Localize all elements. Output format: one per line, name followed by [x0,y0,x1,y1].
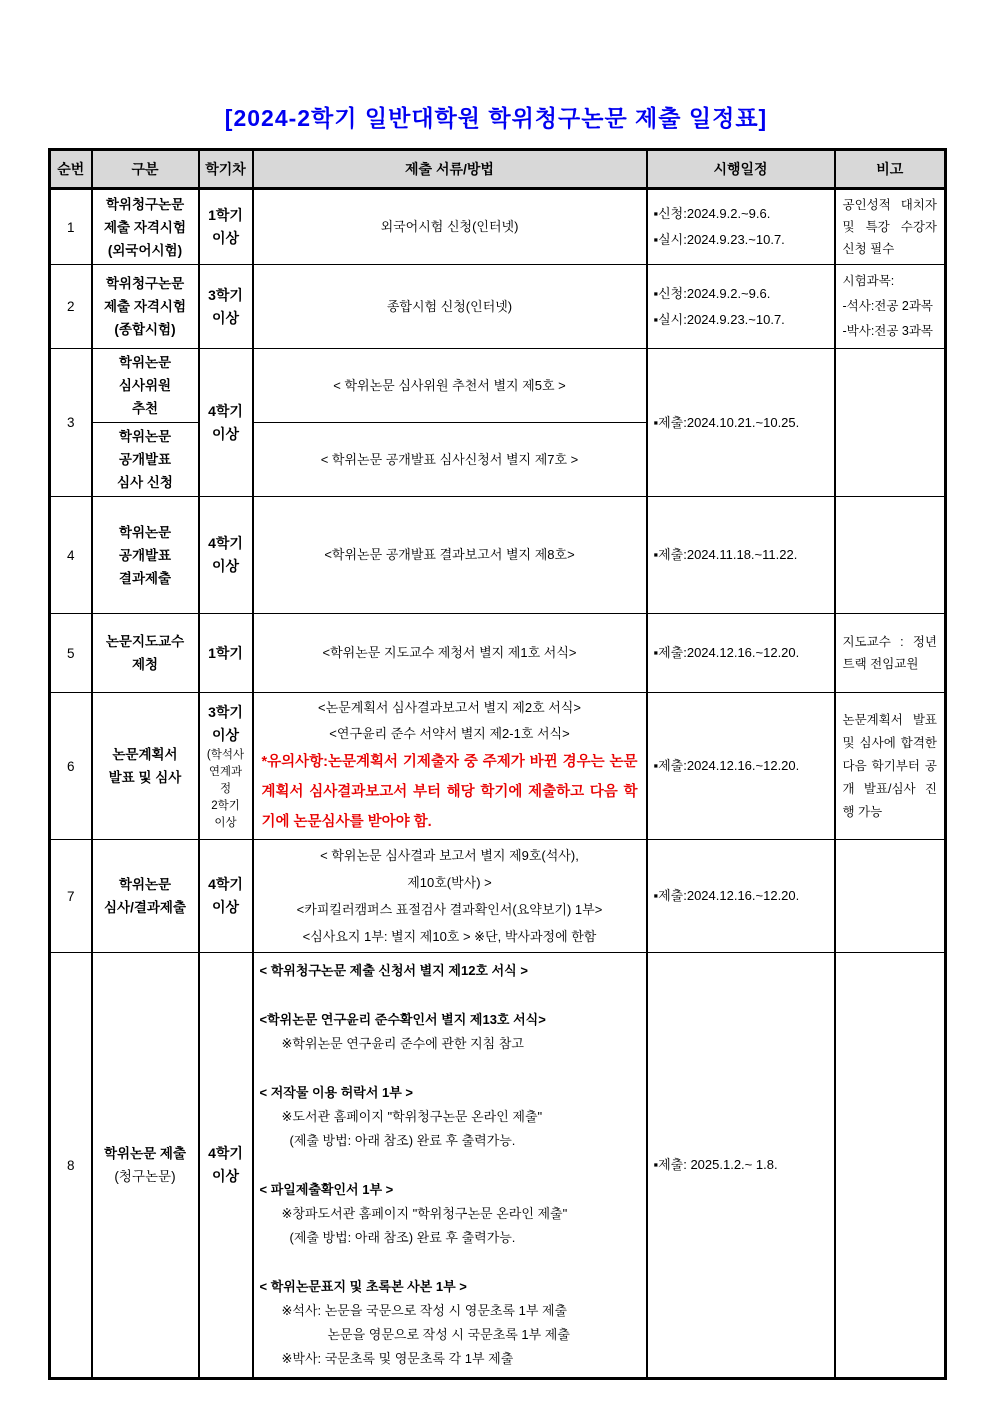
cell-category [92,423,199,497]
document-sub-line: ※창파도서관 홈페이지 "학위청구논문 온라인 제출" [281,1206,568,1221]
schedule-line: ▪제출:2024.10.21.~10.25. [653,414,800,430]
cell-no: 1 [50,189,92,265]
document-line: <학위논문 지도교수 제청서 별지 제1호 서식> [322,645,577,660]
cell-note [835,265,946,349]
table-row-5 [50,614,946,693]
col-header-note: 비고 [835,150,946,189]
table-row-2 [50,265,946,349]
category-line: 학위논문 [118,877,172,892]
semester-subline: 연계과정 [208,765,243,795]
semester-line: 4학기 [208,402,243,419]
schedule-table-wrap [48,148,947,1380]
schedule-line: ▪신청:2024.9.2.~9.6. [653,285,771,301]
document-head-line: < 파일제출확인서 1부 > [259,1182,394,1197]
cell-schedule [647,189,835,265]
table-row-6 [50,693,946,840]
table-row-1 [50,189,946,265]
cell-documents [253,423,647,497]
note-line: -석사:전공 2과목 [842,299,934,313]
cell-no: 6 [50,693,92,840]
document-head-line: < 저작물 이용 허락서 1부 > [259,1085,413,1100]
cell-note [835,840,946,953]
note-text: 지도교수 : 정년 트랙 전임교원 [842,635,937,671]
document-line: 제10호(박사) > [407,875,492,890]
document-sub-line: ※박사: 국문초록 및 영문초록 각 1부 제출 [281,1351,514,1366]
table-row-8 [50,953,946,1379]
cell-category [92,693,199,840]
semester-line: 1학기 [208,644,243,661]
cell-schedule [647,953,835,1379]
note-line: 시험과목: [842,274,895,288]
schedule-line: ▪제출:2024.12.16.~12.20. [653,888,800,903]
col-header-schedule: 시행일정 [647,150,835,189]
category-line: 학위논문 [118,524,172,540]
category-line: 발표 및 심사 [108,770,182,785]
category-line: (종합시험) [114,322,176,337]
cell-note [835,693,946,840]
document-line: <논문계획서 심사결과보고서 별지 제2호 서식> [318,700,581,715]
cell-category [92,189,199,265]
semester-line: 3학기 [208,286,243,303]
category-line: 결과제출 [118,570,172,586]
cell-note [835,189,946,265]
semester-subline: 이상 [214,816,237,829]
cell-no: 5 [50,614,92,693]
category-line: 학위청구논문 [105,196,185,212]
cell-category [92,497,199,614]
cell-schedule [647,265,835,349]
semester-line: 이상 [211,1168,240,1184]
table-row-3a [50,349,946,423]
semester-line: 1학기 [208,207,243,223]
cell-semester [199,349,253,497]
category-line: 논문지도교수 [105,634,185,649]
cell-semester [199,953,253,1379]
document-sub-line: ※학위논문 연구윤리 준수에 관한 지침 참고 [281,1036,524,1051]
semester-line: 3학기 [208,703,243,720]
semester-line: 4학기 [208,535,243,551]
category-line: 학위논문 [118,355,172,370]
header-row [50,150,946,189]
category-line: 심사 신청 [117,475,173,490]
category-line: 공개발표 [118,547,172,563]
document-group [260,1081,640,1153]
document-head-line: < 학위논문표지 및 초록본 사본 1부 > [259,1279,467,1294]
cell-category [92,840,199,953]
schedule-line: ▪신청:2024.9.2.~9.6. [653,206,771,221]
document-line: <학위논문 공개발표 결과보고서 별지 제8호> [324,547,575,562]
category-line: 논문계획서 [112,747,178,762]
document-sub-line: 논문을 영문으로 작성 시 국문초록 1부 제출 [327,1327,570,1342]
category-line: 심사위원 [118,378,172,393]
category-line: (외국어시험) [107,242,183,258]
category-line: 공개발표 [118,452,172,467]
cell-schedule [647,497,835,614]
document-sub-line: (제출 방법: 아래 참조) 완료 후 출력가능. [289,1230,516,1245]
semester-line: 이상 [211,309,240,326]
cell-no: 8 [50,953,92,1379]
cell-schedule [647,840,835,953]
cell-documents [253,693,647,840]
document-head-line: < 학위청구논문 제출 신청서 별지 제12호 서식 > [259,963,528,978]
cell-semester [199,614,253,693]
cell-note [835,614,946,693]
document-line: 외국어시험 신청(인터넷) [380,219,519,234]
col-header-semester: 학기차 [199,150,253,189]
cell-documents [253,265,647,349]
document-sub-line: (제출 방법: 아래 참조) 완료 후 출력가능. [289,1133,516,1148]
note-text: 공인성적 대치자 및 특강 수강자 신청 필수 [842,198,937,256]
cell-semester [199,840,253,953]
cell-category [92,265,199,349]
cell-note [835,953,946,1379]
document-line: < 학위논문 심사결과 보고서 별지 제9호(석사), [320,848,579,863]
schedule-line: ▪제출:2024.12.16.~12.20. [653,758,800,773]
semester-line: 4학기 [208,1145,243,1161]
table-row-4 [50,497,946,614]
schedule-line: ▪제출:2024.12.16.~12.20. [653,645,800,660]
document-head-line: <학위논문 연구윤리 준수확인서 별지 제13호 서식> [259,1012,546,1027]
document-line: <심사요지 1부: 별지 제10호 > ※단, 박사과정에 한함 [302,929,597,944]
document-line: < 학위논문 공개발표 심사신청서 별지 제7호 > [320,451,579,467]
category-line: (청구논문) [114,1169,176,1184]
semester-subline: (학석사 [206,748,245,761]
col-header-no: 순번 [50,150,92,189]
cell-category [92,349,199,423]
cell-documents [253,189,647,265]
schedule-line: ▪실시:2024.9.23.~10.7. [653,311,785,327]
cell-semester [199,265,253,349]
col-header-category: 구분 [92,150,199,189]
document-group [260,1275,640,1371]
cell-category [92,953,199,1379]
schedule-line: ▪제출:2024.11.18.~11.22. [653,547,798,562]
cell-no: 3 [50,349,92,497]
cell-schedule [647,349,835,497]
cell-documents [253,614,647,693]
category-line: 심사/결과제출 [104,900,186,915]
cell-documents [253,349,647,423]
category-line: 학위논문 제출 [104,1146,186,1161]
cell-no: 7 [50,840,92,953]
col-header-documents: 제출 서류/방법 [253,150,647,189]
semester-subline: 2학기 [211,799,240,812]
cell-documents [253,840,647,953]
semester-line: 이상 [211,726,240,743]
cell-semester [199,189,253,265]
cell-no: 2 [50,265,92,349]
semester-line: 이상 [211,425,240,442]
category-line: 학위청구논문 [105,276,185,291]
semester-line: 이상 [211,899,240,915]
document-sub-line: ※도서관 홈페이지 "학위청구논문 온라인 제출" [281,1109,543,1124]
document-line: 종합시험 신청(인터넷) [386,298,513,314]
schedule-table [48,148,947,1380]
document-sub-line: ※석사: 논문을 국문으로 작성 시 영문초록 1부 제출 [281,1303,568,1318]
table-row-7 [50,840,946,953]
schedule-line: ▪제출: 2025.1.2.~ 1.8. [653,1157,778,1172]
semester-line: 이상 [211,230,240,246]
category-line: 추천 [131,401,159,416]
cell-category [92,614,199,693]
cell-note [835,349,946,497]
category-line: 제출 자격시험 [104,299,186,314]
document-group [260,1008,640,1056]
category-line: 제청 [131,657,159,672]
document-line: <연구윤리 준수 서약서 별지 제2-1호 서식> [329,726,570,741]
note-text: 논문계획서 발표 및 심사에 합격한 다음 학기부터 공개 발표/심사 진행 가능 [842,712,937,819]
semester-line: 이상 [211,558,240,574]
cell-note [835,497,946,614]
note-line: -박사:전공 3과목 [842,324,934,338]
document-line: <카피킬러캠퍼스 표절검사 결과확인서(요약보기) 1부> [296,902,603,917]
cell-semester [199,693,253,840]
page-title: [2024-2학기 일반대학원 학위청구논문 제출 일정표] [224,105,768,131]
schedule-line: ▪실시:2024.9.23.~10.7. [653,232,785,247]
cell-documents [253,497,647,614]
cell-schedule [647,693,835,840]
category-line: 학위논문 [118,429,172,444]
document-group [260,1178,640,1250]
cell-semester [199,497,253,614]
document-group [260,959,640,983]
cell-schedule [647,614,835,693]
warning-text: *유의사항:논문계획서 기제출자 중 주제가 바뀐 경우는 논문계획서 심사결과보고서 부터 해당 학기에 제출하고 다음 학기에 논문심사를 받아야 함. [261,754,638,830]
semester-line: 4학기 [208,876,243,892]
cell-documents [253,953,647,1379]
document-line: < 학위논문 심사위원 추천서 별지 제5호 > [333,377,566,393]
cell-no: 4 [50,497,92,614]
category-line: 제출 자격시험 [104,219,186,235]
